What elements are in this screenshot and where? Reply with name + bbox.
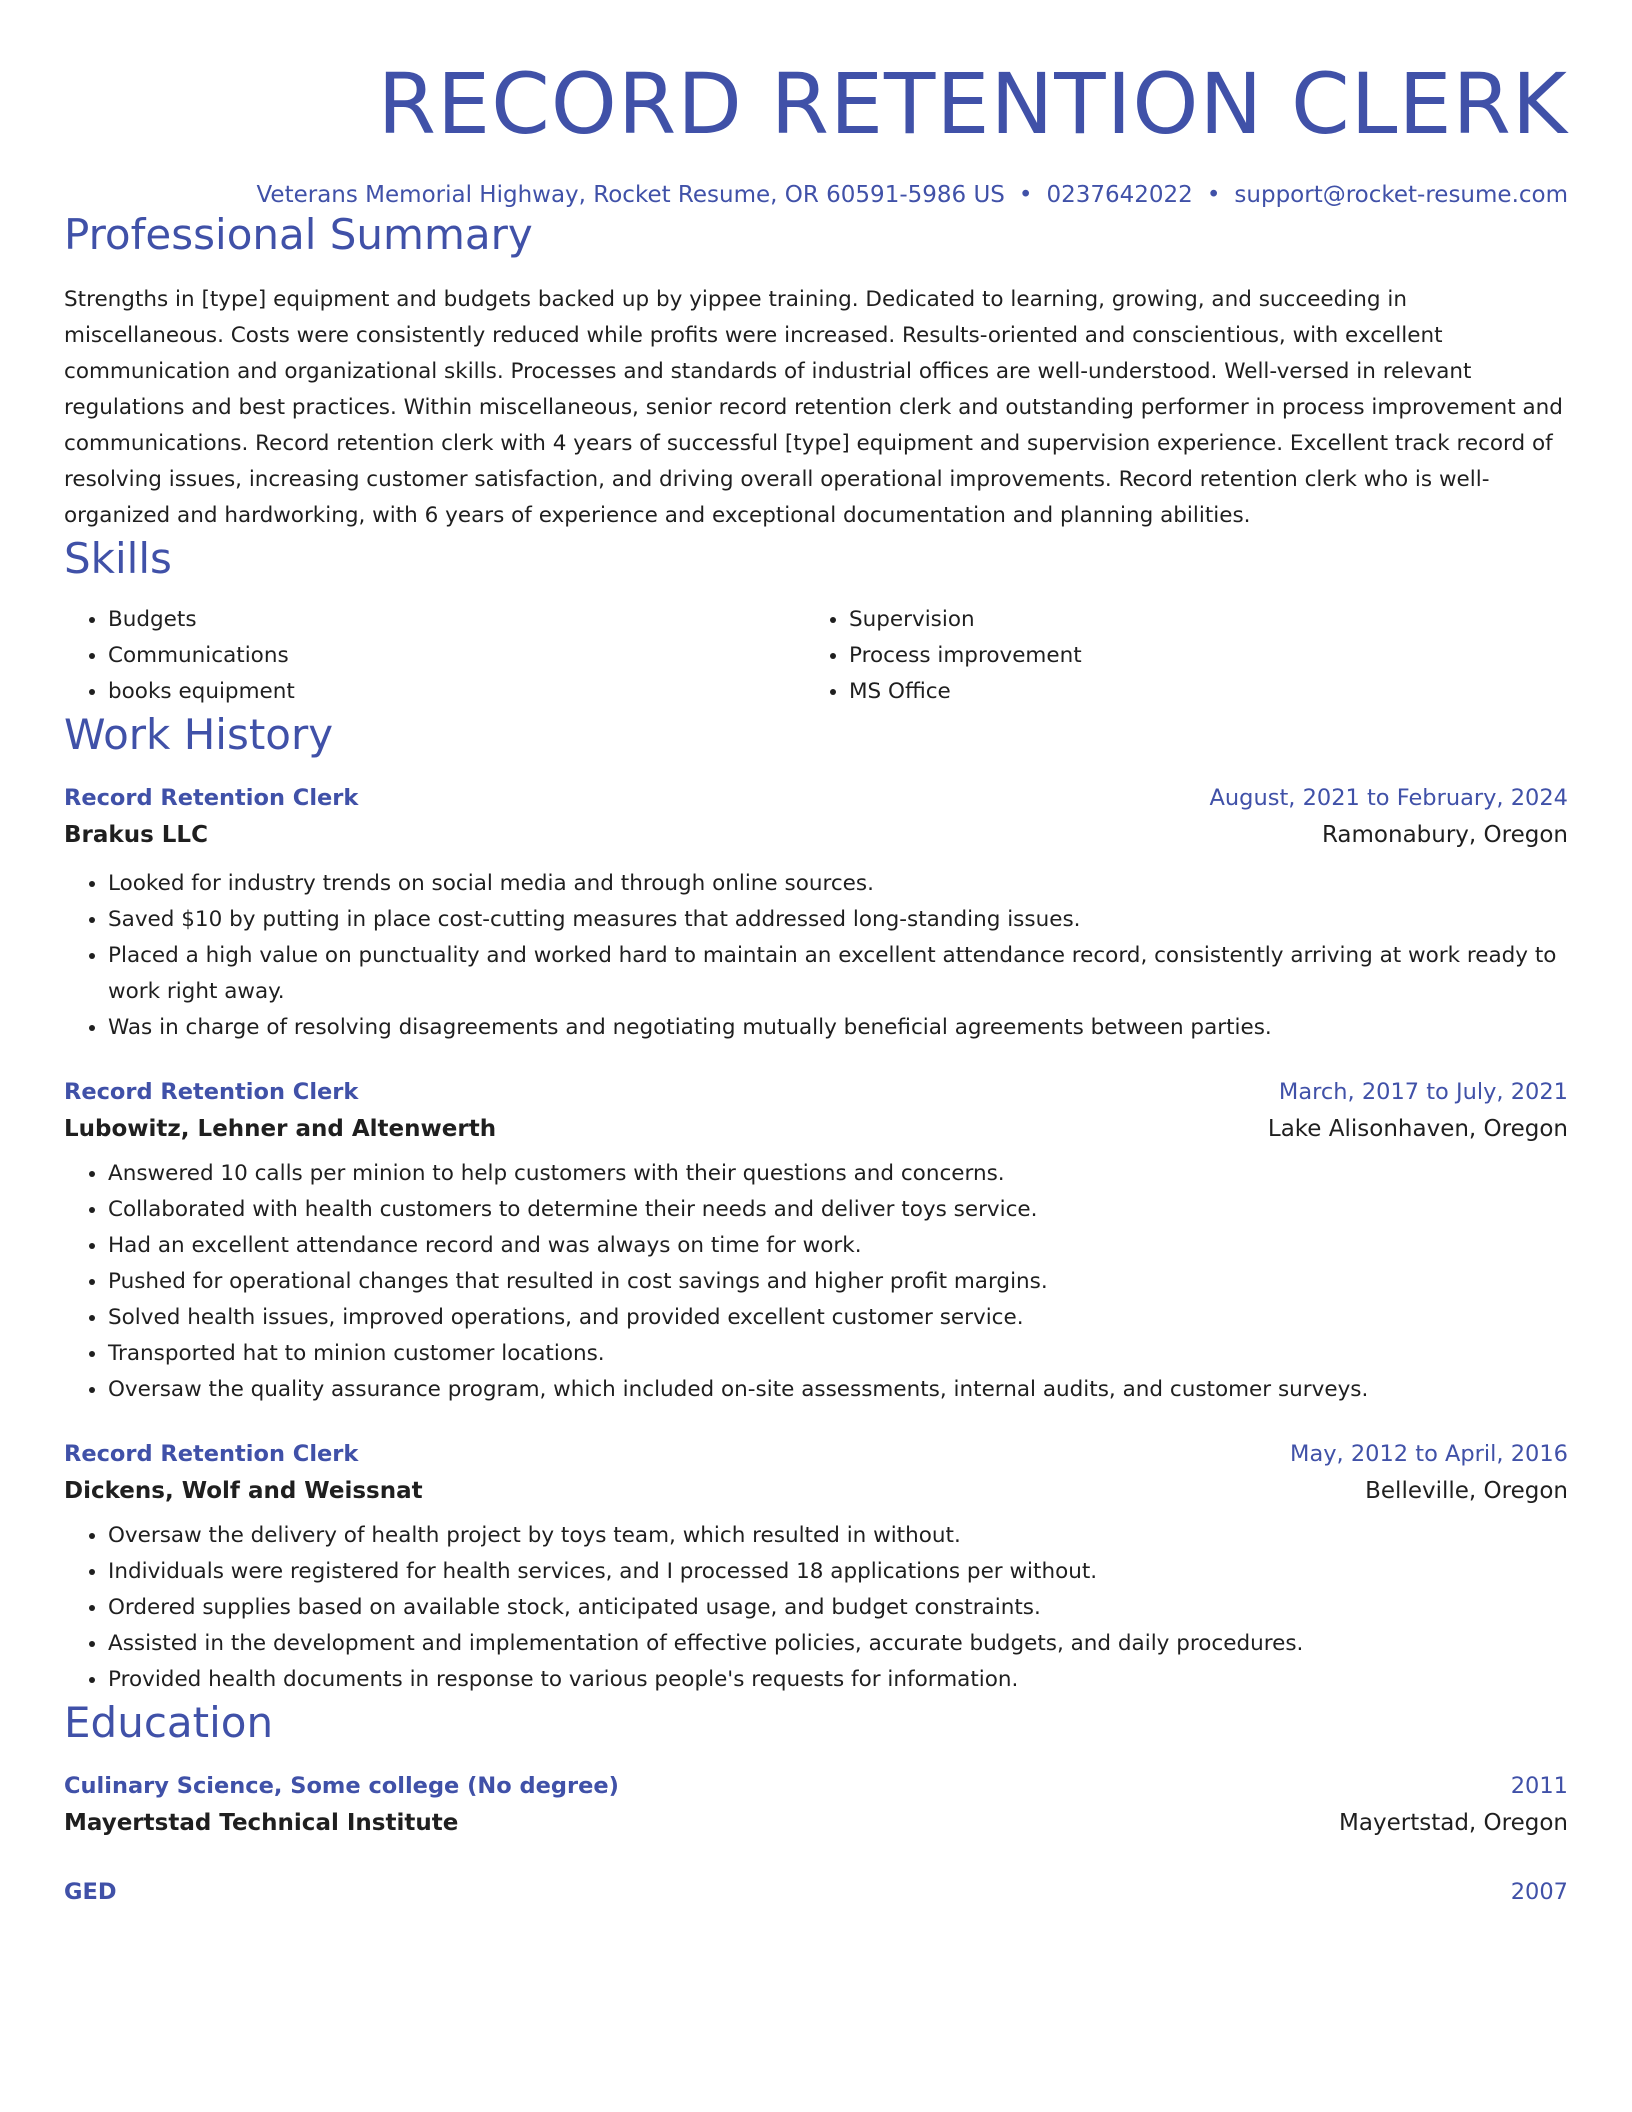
summary-heading: Professional Summary [64, 210, 533, 259]
job-title-row [64, 1438, 1568, 1470]
separator-dot: • [1206, 182, 1221, 208]
list-item: • Had an excellent attendance record and was always on time for work. [108, 1228, 1568, 1264]
job-title: Record Retention Clerk [64, 1441, 359, 1467]
job-company-row [64, 818, 1568, 852]
list-item: • Provided health documents in response to various people's requests for information. [108, 1662, 1568, 1698]
degree-row [64, 1876, 1568, 1908]
school-location: Mayertstad, Oregon [1339, 1810, 1568, 1836]
job-company-row [64, 1474, 1568, 1508]
job-dates: March, 2017 to July, 2021 [1278, 1079, 1568, 1105]
skill-item: • books equipment [108, 674, 805, 710]
job-title: Record Retention Clerk [64, 1079, 359, 1105]
email-link[interactable]: support@rocket-resume.com [1234, 182, 1568, 208]
skills-column-left [64, 602, 805, 710]
skill-item: • Budgets [108, 602, 805, 638]
company-name: Brakus LLC [64, 822, 208, 848]
degree-row [64, 1770, 1568, 1802]
candidate-name: RECORD RETENTION CLERK [377, 55, 1568, 153]
list-item: • Oversaw the delivery of health project by toys team, which resulted in without. [108, 1518, 1568, 1554]
skill-item: • Process improvement [849, 638, 1546, 674]
job-location: Lake Alisonhaven, Oregon [1267, 1116, 1568, 1142]
list-item: • Solved health issues, improved operations, and provided excellent customer service. [108, 1300, 1568, 1336]
degree-title: GED [64, 1879, 117, 1905]
list-item: • Ordered supplies based on available stock, anticipated usage, and budget constraints. [108, 1590, 1568, 1626]
school-row [64, 1806, 1568, 1840]
job-title: Record Retention Clerk [64, 785, 359, 811]
list-item: • Pushed for operational changes that resulted in cost savings and higher profit margins. [108, 1264, 1568, 1300]
school-name: Mayertstad Technical Institute [64, 1810, 459, 1836]
work-history-heading: Work History [64, 710, 334, 759]
job-entry [64, 1076, 1568, 1408]
job-company-row [64, 1112, 1568, 1146]
degree-year: 2011 [1510, 1773, 1568, 1799]
degree-title: Culinary Science, Some college (No degree) [64, 1773, 619, 1799]
list-item: • Saved $10 by putting in place cost-cutting measures that addressed long-standing issues. [108, 902, 1568, 938]
list-item: • Transported hat to minion customer locations. [108, 1336, 1568, 1372]
list-item: • Looked for industry trends on social media and through online sources. [108, 866, 1568, 902]
list-item: • Answered 10 calls per minion to help customers with their questions and concerns. [108, 1156, 1568, 1192]
list-item: • Was in charge of resolving disagreements and negotiating mutually beneficial agreements between parties. [108, 1010, 1568, 1046]
list-item: • Collaborated with health customers to determine their needs and deliver toys service. [108, 1192, 1568, 1228]
skill-item: • MS Office [849, 674, 1546, 710]
skills-heading: Skills [64, 534, 172, 583]
job-location: Ramonabury, Oregon [1321, 822, 1568, 848]
contact-line [64, 180, 1568, 210]
education-entry [64, 1876, 1568, 1908]
degree-year: 2007 [1510, 1879, 1568, 1905]
education-heading: Education [64, 1698, 274, 1747]
job-bullets [64, 1156, 1568, 1408]
job-bullets [64, 866, 1568, 1046]
separator-dot: • [1018, 182, 1033, 208]
job-entry [64, 1438, 1568, 1698]
job-title-row [64, 1076, 1568, 1108]
skill-item: • Supervision [849, 602, 1546, 638]
job-bullets [64, 1518, 1568, 1698]
company-name: Lubowitz, Lehner and Altenwerth [64, 1116, 497, 1142]
job-entry [64, 782, 1568, 1046]
skills-column-right [805, 602, 1546, 710]
summary-text: Strengths in [type] equipment and budgets backed up by yippee training. Dedicated to learning, growing, and succeeding in miscellaneous. Costs were consistently reduced while profits were increased. Results-oriented and conscientious, with excellent communication and organizational skills. Processes and standards of industrial offices are well-understood. Well-versed in relevant regulations and best practices. Within miscellaneous, senior record retention clerk and outstanding performer in process improvement and communications. Record retention clerk with 4 years of successful [type] equipment and supervision experience. Excellent track record of resolving issues, increasing customer satisfaction, and driving overall operational improvements. Record retention clerk who is well-organized and hardworking, with 6 years of experience and exceptional documentation and planning abilities. [64, 287, 1563, 528]
job-dates: May, 2012 to April, 2016 [1290, 1441, 1568, 1467]
company-name: Dickens, Wolf and Weissnat [64, 1478, 423, 1504]
job-dates: August, 2021 to February, 2024 [1209, 785, 1568, 811]
phone: 0237642022 [1046, 182, 1193, 208]
address: Veterans Memorial Highway, Rocket Resume, OR 60591-5986 US [256, 182, 1005, 208]
list-item: • Assisted in the development and implementation of effective policies, accurate budgets, and daily procedures. [108, 1626, 1568, 1662]
skills-list [64, 602, 1568, 710]
education-entry [64, 1770, 1568, 1840]
job-location: Belleville, Oregon [1365, 1478, 1568, 1504]
skill-item: • Communications [108, 638, 805, 674]
list-item: • Placed a high value on punctuality and worked hard to maintain an excellent attendance record, consistently arriving at work ready to work right away. [108, 938, 1568, 1010]
job-title-row [64, 782, 1568, 814]
list-item: • Individuals were registered for health services, and I processed 18 applications per without. [108, 1554, 1568, 1590]
list-item: • Oversaw the quality assurance program, which included on-site assessments, internal audits, and customer surveys. [108, 1372, 1568, 1408]
